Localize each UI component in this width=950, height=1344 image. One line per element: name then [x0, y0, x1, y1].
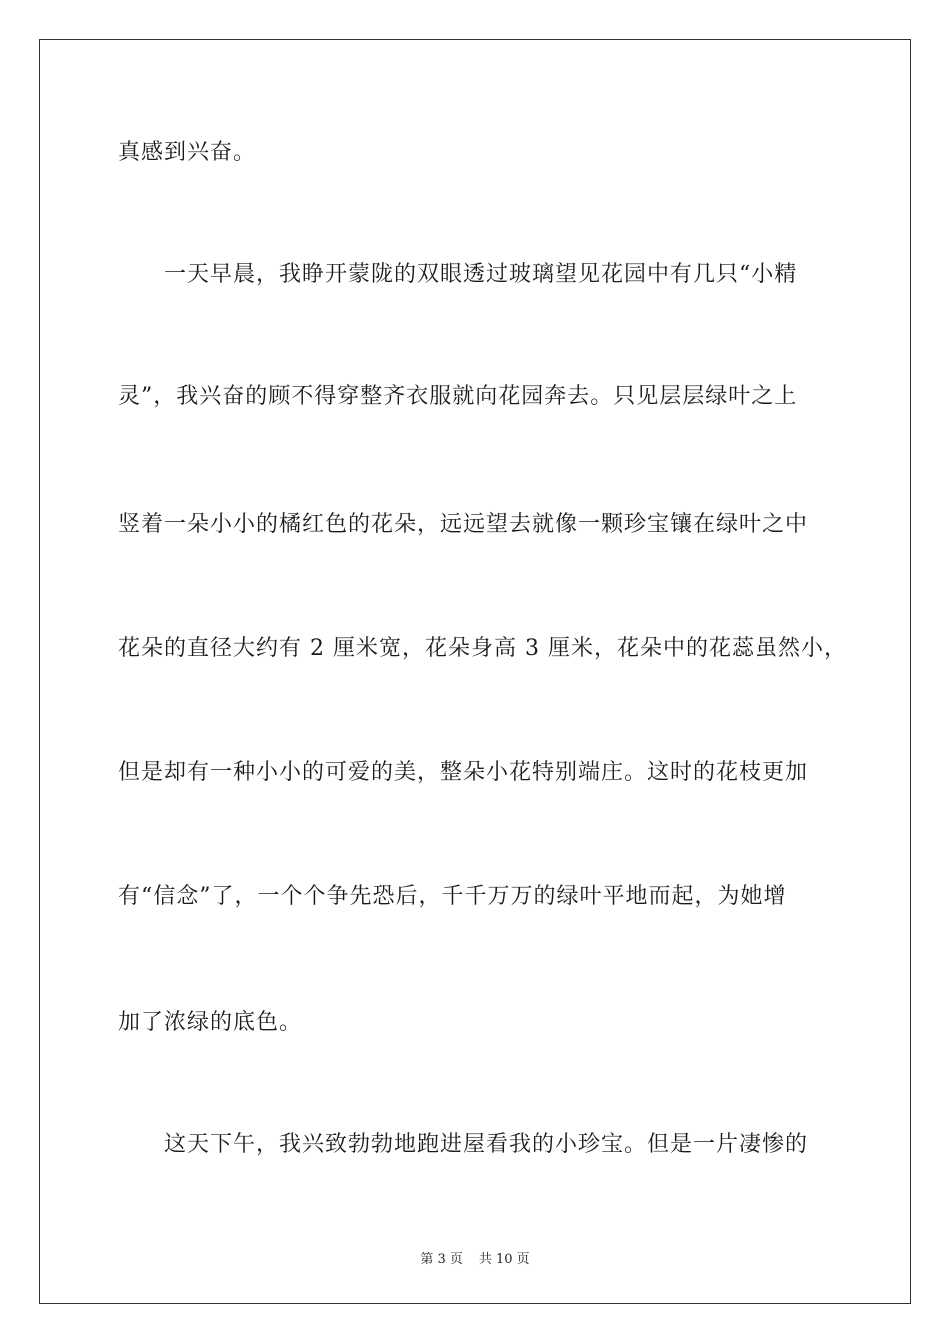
page-border [39, 39, 911, 1304]
page-footer [0, 1248, 950, 1267]
page-number: 第 3 页 [420, 1252, 463, 1267]
text-line: 但是却有一种小小的可爱的美，整朵小花特别端庄。这时的花枝更加 [118, 760, 809, 785]
text-line: 灵”，我兴奋的顾不得穿整齐衣服就向花园奔去。只见层层绿叶之上 [118, 384, 798, 409]
text-line: 有“信念”了，一个个争先恐后，千千万万的绿叶平地而起，为她增 [118, 884, 787, 909]
text-line: 真感到兴奋。 [118, 140, 257, 165]
paragraph-start-line: 这天下午，我兴致勃勃地跑进屋看我的小珍宝。但是一片凄惨的 [164, 1132, 809, 1157]
text-line: 加了浓绿的底色。 [118, 1010, 303, 1035]
page-total: 共 10 页 [478, 1252, 530, 1267]
text-line: 花朵的直径大约有 2 厘米宽，花朵身高 3 厘米，花朵中的花蕊虽然小， [118, 636, 847, 661]
paragraph-start-line: 一天早晨，我睁开蒙陇的双眼透过玻璃望见花园中有几只“小精 [164, 262, 798, 287]
text-line: 竖着一朵小小的橘红色的花朵，远远望去就像一颗珍宝镶在绿叶之中 [118, 512, 809, 537]
